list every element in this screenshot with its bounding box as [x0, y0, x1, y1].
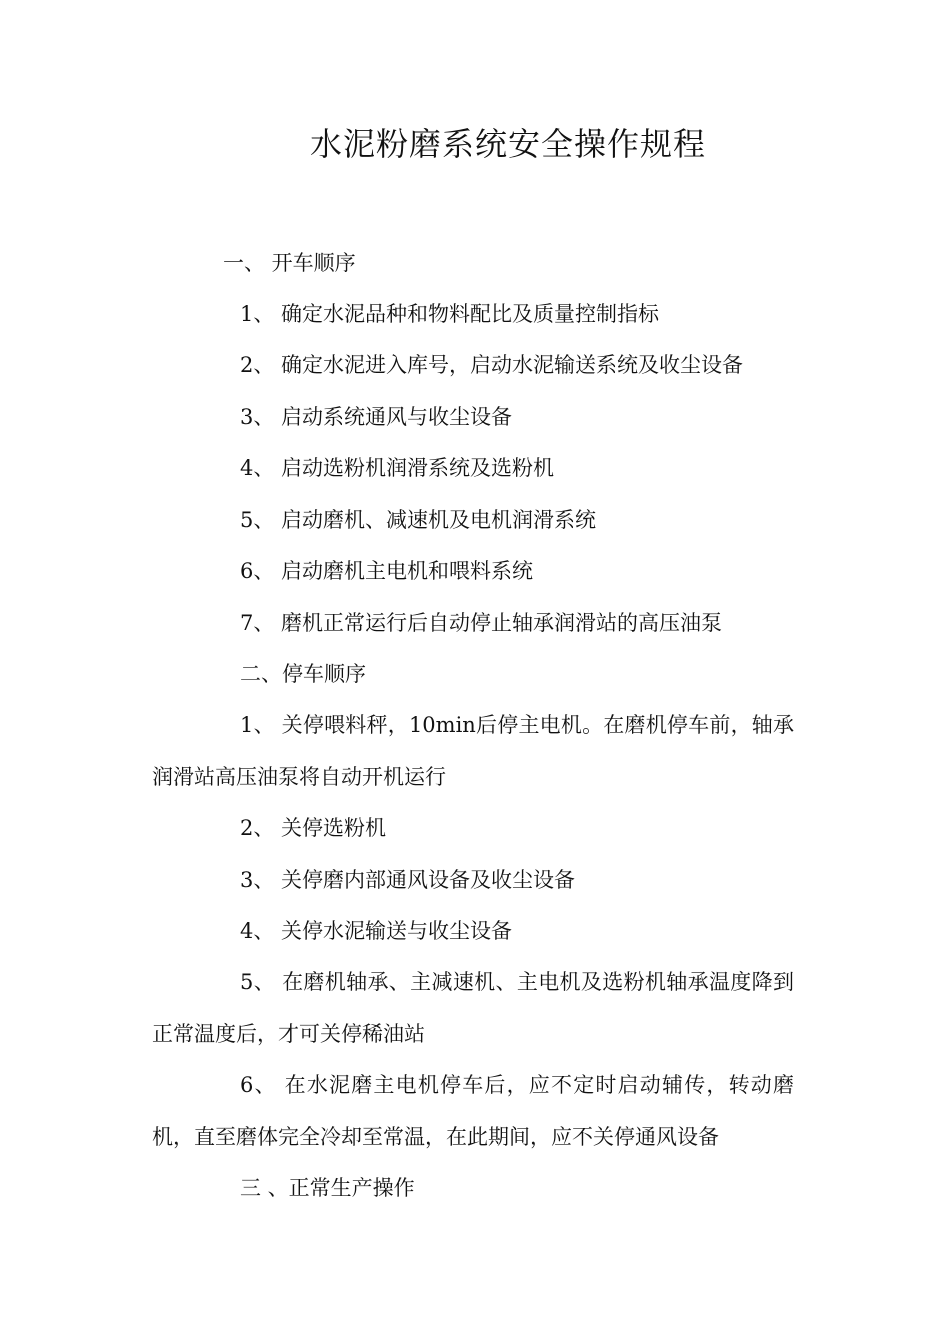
list-item: 4、 关停水泥输送与收尘设备 [240, 919, 513, 943]
list-item: 4、 启动选粉机润滑系统及选粉机 [240, 456, 555, 480]
list-item: 1、 确定水泥品种和物料配比及质量控制指标 [240, 302, 660, 326]
list-item: 6、 在水泥磨主电机停车后，应不定时启动辅传，转动磨机，直至磨体完全冷却至常温，在此期间，应不关停通风设备 [152, 1073, 794, 1149]
section-heading-stop: 二、停车顺序 [240, 662, 366, 686]
list-item: 2、 确定水泥进入库号，启动水泥输送系统及收尘设备 [240, 353, 744, 377]
page-title: 水泥粉磨系统安全操作规程 [309, 125, 706, 163]
list-item: 6、 启动磨机主电机和喂料系统 [240, 559, 534, 583]
list-item: 5、 启动磨机、减速机及电机润滑系统 [240, 508, 597, 532]
list-item: 7、 磨机正常运行后自动停止轴承润滑站的高压油泵 [240, 611, 723, 635]
list-item: 1、 关停喂料秤，10min后停主电机。在磨机停车前，轴承润滑站高压油泵将自动开机运行 [152, 713, 794, 789]
list-item: 5、 在磨机轴承、主减速机、主电机及选粉机轴承温度降到正常温度后，才可关停稀油站 [152, 970, 794, 1046]
list-item: 2、 关停选粉机 [240, 816, 387, 840]
list-item: 3、 启动系统通风与收尘设备 [240, 405, 513, 429]
list-item: 3、 关停磨内部通风设备及收尘设备 [240, 868, 576, 892]
section-heading-normal: 三 、正常生产操作 [240, 1176, 415, 1200]
section-heading-start: 一、 开车顺序 [223, 251, 356, 275]
